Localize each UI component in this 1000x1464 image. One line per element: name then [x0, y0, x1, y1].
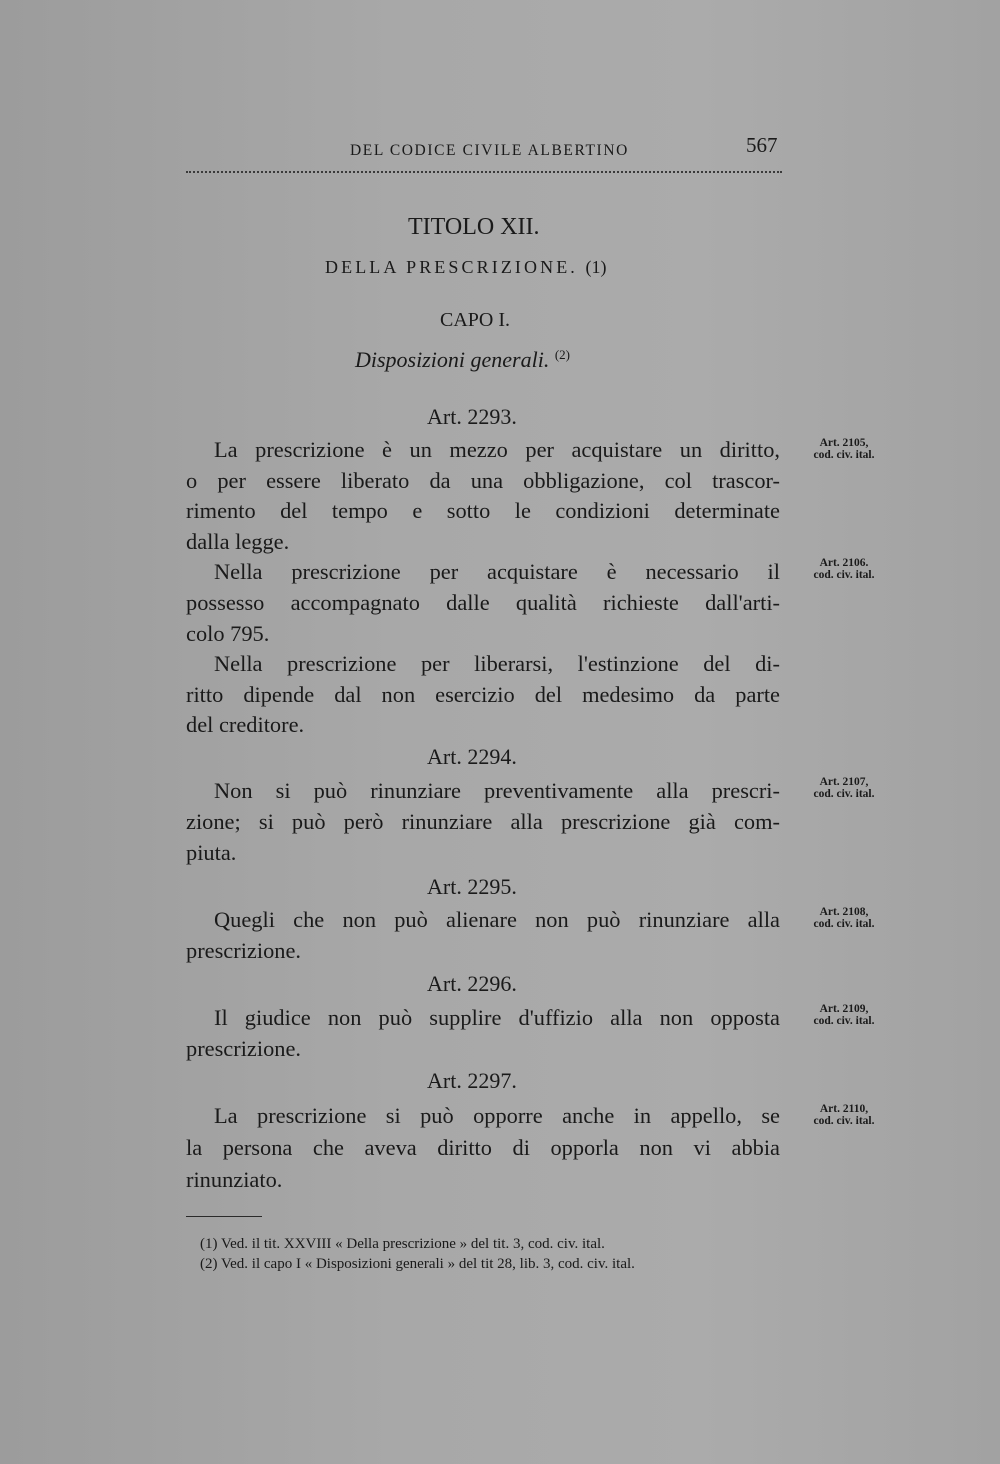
margin-note-code: cod. civ. ital.	[813, 569, 875, 581]
margin-note-article: Art. 2108,	[819, 906, 869, 918]
margin-note	[798, 557, 890, 581]
footnote-ref-2: (2)	[554, 347, 571, 362]
titolo-subtitle	[325, 257, 607, 278]
text-line: prescrizione.	[186, 938, 302, 963]
text-line: dalla legge.	[186, 529, 290, 554]
margin-note	[798, 906, 890, 930]
margin-note-code: cod. civ. ital.	[813, 788, 875, 800]
footnote-ref-1: (1)	[585, 257, 607, 277]
text-line: Nella prescrizione per liberarsi, l'estinzione del di-	[214, 651, 780, 676]
titolo-heading: TITOLO XII.	[408, 214, 540, 240]
text-line: prescrizione.	[186, 1036, 302, 1061]
capo-heading: CAPO I.	[440, 309, 511, 331]
article-heading: Art. 2294.	[427, 744, 517, 769]
article-heading: Art. 2295.	[427, 874, 517, 899]
margin-note	[798, 1003, 890, 1027]
section-heading	[355, 347, 570, 373]
text-line: del creditore.	[186, 712, 305, 737]
text-line: o per essere liberato da una obbligazione, col trascor-	[186, 468, 780, 493]
subtitle-text: DELLA PRESCRIZIONE.	[325, 257, 578, 277]
article-heading: Art. 2297.	[427, 1068, 517, 1093]
margin-note-article: Art. 2106.	[819, 557, 869, 569]
text-line: la persona che aveva diritto di opporla non vi abbia	[186, 1135, 780, 1160]
margin-note-article: Art. 2107,	[819, 776, 869, 788]
margin-note-article: Art. 2105,	[819, 437, 869, 449]
running-header-title: DEL CODICE CIVILE ALBERTINO	[350, 142, 629, 159]
margin-note-article: Art. 2110,	[819, 1103, 869, 1115]
article-heading: Art. 2293.	[427, 404, 517, 429]
text-line: ritto dipende dal non esercizio del medesimo da parte	[186, 682, 780, 707]
footnote-rule	[186, 1216, 262, 1217]
margin-note-code: cod. civ. ital.	[813, 1115, 875, 1127]
text-line: La prescrizione si può opporre anche in appello, se	[214, 1103, 780, 1128]
margin-note-code: cod. civ. ital.	[813, 449, 875, 461]
text-line: rimento del tempo e sotto le condizioni determinate	[186, 498, 780, 523]
margin-note-code: cod. civ. ital.	[813, 918, 875, 930]
text-line: Non si può rinunziare preventivamente alla prescri-	[214, 778, 780, 803]
text-line: Nella prescrizione per acquistare è necessario il	[214, 559, 780, 584]
margin-note	[798, 437, 890, 461]
margin-note	[798, 1103, 890, 1127]
header-rule	[186, 171, 782, 173]
footnote: (2) Ved. il capo I « Disposizioni generali » del tit 28, lib. 3, cod. civ. ital.	[200, 1256, 635, 1272]
margin-note-article: Art. 2109,	[819, 1003, 869, 1015]
footnote: (1) Ved. il tit. XXVIII « Della prescrizione » del tit. 3, cod. civ. ital.	[200, 1236, 605, 1252]
text-line: colo 795.	[186, 621, 270, 646]
margin-note	[798, 776, 890, 800]
page-number: 567	[746, 133, 778, 157]
margin-note-code: cod. civ. ital.	[813, 1015, 875, 1027]
text-line: piuta.	[186, 840, 237, 865]
text-line: possesso accompagnato dalle qualità richieste dall'arti-	[186, 590, 780, 615]
article-heading: Art. 2296.	[427, 971, 517, 996]
text-line: zione; si può però rinunziare alla prescrizione già com-	[186, 809, 780, 834]
text-line: Quegli che non può alienare non può rinunziare alla	[214, 907, 780, 932]
section-text: Disposizioni generali.	[355, 347, 550, 372]
text-line: Il giudice non può supplire d'uffizio alla non opposta	[214, 1005, 780, 1030]
text-line: La prescrizione è un mezzo per acquistare un diritto,	[214, 437, 780, 462]
text-line: rinunziato.	[186, 1167, 283, 1192]
